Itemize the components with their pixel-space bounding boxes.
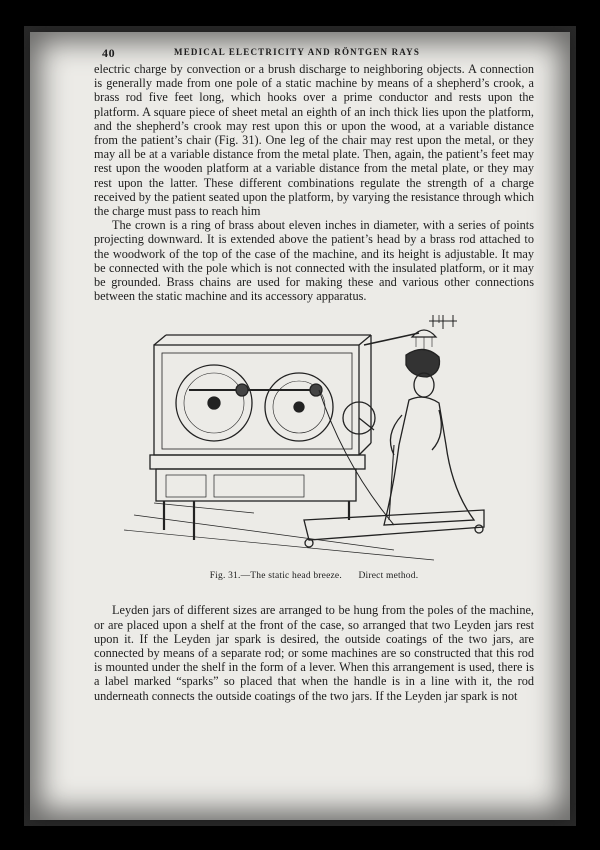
- page-number: 40: [102, 46, 116, 60]
- caption-figure-label: Fig. 31.—The static head breeze.: [209, 571, 342, 582]
- paragraph-convection: electric charge by convection or a brush discharge to neighboring objects. A connection is generally made from one pole of a static machine by means of a shepherd’s crook, a brass rod five feet long, which hooks over a prime conductor and rests upon the platform. A square piece of sheet metal an eighth of an inch thick lies upon the platform, and the shepherd’s crook may rest upon this or upon the wood, at a variable distance from the patient’s chair (Fig. 31). One leg of the chair may rest upon the metal, or they may all be at a variable distance from the metal plate. Then, again, the patient’s feet may rest upon the wooden platform at a variable distance from the metal plate, or they may rest upon the latter. These different combinations regulate the strength of a charge received by the patient seated upon the platform, by varying the resistance through which the charge must pass to reach him: [94, 62, 534, 219]
- caption-method: Direct method.: [358, 571, 419, 582]
- page-header: [94, 42, 534, 62]
- book-page: [30, 32, 570, 820]
- running-head: MEDICAL ELECTRICITY AND RÖNTGEN RAYS: [174, 47, 421, 57]
- paragraph-leyden-jars: Leyden jars of different sizes are arranged to be hung from the poles of the machine, or are placed upon a shelf at the front of the case, so arranged that two Leyden jars rest upon it. If the Leyden jar spark is desired, the outside coatings of the two jars, are connected by means of a separate rod; or some machines are so constructed that this rod is mounted under the shelf in the form of a lever. When this arrangement is used, there is a label marked “sparks” so placed that when the handle is in a line with it, the rod underneath connects the outside coatings of the two jars. If the Leyden jar spark is not: [94, 603, 534, 703]
- figure-static-head-breeze: [94, 315, 534, 585]
- figure-caption: [94, 571, 534, 581]
- paragraph-crown: The crown is a ring of brass about eleven inches in diameter, with a series of points projecting downward. It is extended above the patient’s head by a brass rod attached to the woodwork of the top of the case of the machine, and its height is adjustable. It may be connected with the pole which is not connected with the insulated platform, or it may be grounded. Brass chains are used for making these and various other connections between the static machine and its accessory apparatus.: [94, 218, 534, 304]
- static-machine-illustration: [94, 315, 534, 565]
- page-content: [94, 42, 534, 703]
